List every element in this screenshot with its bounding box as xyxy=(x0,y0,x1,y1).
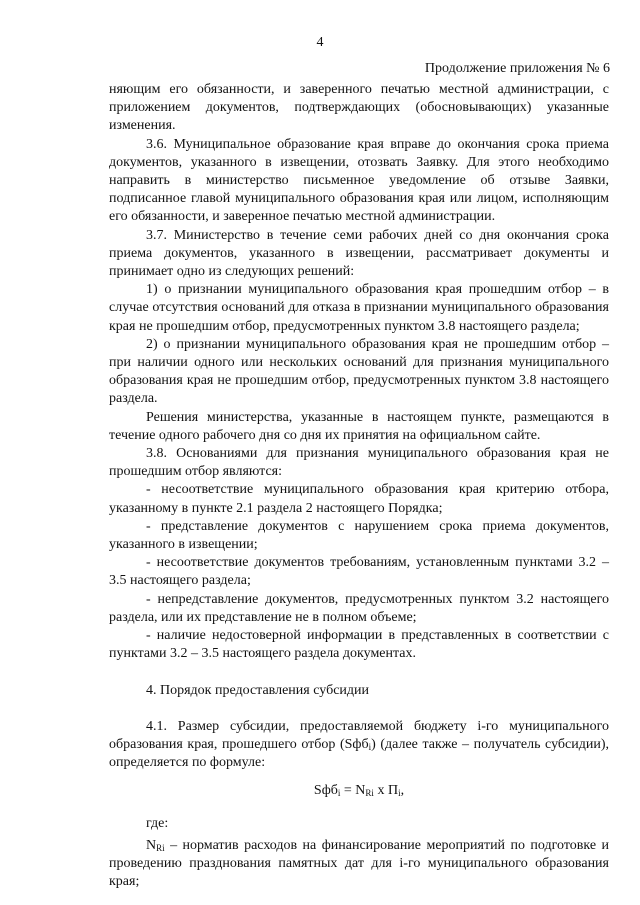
decision-item-1: 1) о признании муниципального образования края прошедшим отбор – в случае отсутствия оснований для отказа в признании муниципального образования края не прошедшим отбор, предусмотренных пунктом 3.8 настоящего раздела; xyxy=(109,282,609,334)
ground-item-5: - наличие недостоверной информации в представленных в соответствии с пунктами 3.2 – 3.5 настоящего раздела документах. xyxy=(109,628,609,662)
ground-item-4: - непредставление документов, предусмотренных пунктом 3.2 настоящего раздела, или их представление не в полном объеме; xyxy=(109,591,609,625)
ground-item-1: - несоответствие муниципального образования края критерию отбора, указанному в пункте 2.1 раздела 2 настоящего Порядка; xyxy=(109,482,609,516)
section-4-heading: 4. Порядок предоставления субсидии xyxy=(146,682,370,698)
formula-times: x П xyxy=(373,783,399,799)
where-label: где: xyxy=(146,815,169,831)
appendix-continuation-label: Продолжение приложения № 6 xyxy=(424,61,610,76)
paragraph-continued: няющим его обязанности, и заверенного печатью местной администрации, с приложением документов, подтверждающих (обосновывающих) указанные изменения. xyxy=(109,82,609,134)
decision-item-2: 2) о признании муниципального образования края не прошедшим отбор – при наличии одного или нескольких оснований для признания муниципального образования края не прошедшим отбор, предусмотренных пунктом 3.8 настоящего раздела. xyxy=(109,336,609,407)
document-body xyxy=(109,81,609,891)
paragraph-4-1 xyxy=(109,718,609,773)
paragraph-4-1-text-b: ) (далее также – получатель субсидии), определяется по формуле: xyxy=(109,736,609,771)
formula-p-subscript: i xyxy=(398,788,401,799)
paragraph-decisions-publication: Решения министерства, указанные в настоящем пункте, размещаются в течение одного рабочего дня со дня их принятия на официальном сайте. xyxy=(109,409,609,443)
formula-lhs-subscript: i xyxy=(337,788,341,799)
formula-eq: = N xyxy=(340,783,366,799)
page-number: 4 xyxy=(316,35,324,50)
subscript-i: i xyxy=(368,741,372,752)
definition-nri-subscript: Ri xyxy=(156,842,165,853)
paragraph-3-7: 3.7. Министерство в течение семи рабочих дней со дня окончания срока приема документов, указанного в извещении, рассматривает документы и принимает одно из следующих решений: xyxy=(109,227,609,280)
definition-nri xyxy=(109,837,609,892)
ground-item-2: - представление документов с нарушением срока приема документов, указанного в извещении; xyxy=(109,518,609,553)
formula-tail: , xyxy=(400,783,405,799)
ground-item-3: - несоответствие документов требованиям, установленным пунктами 3.2 – 3.5 настоящего раздела; xyxy=(109,555,609,589)
definition-nri-symbol: N xyxy=(146,837,157,853)
paragraph-4-1-text-a: 4.1. Размер субсидии, предоставляемой бюджету i-го муниципального образования края, прошедшего отбор (Sфб xyxy=(109,718,609,752)
formula-n-subscript: Ri xyxy=(365,788,374,799)
paragraph-3-6: 3.6. Муниципальное образование края вправе до окончания срока приема документов, указанного в извещении, отозвать Заявку. Для этого необходимо направить в министерство письменное уведомление об отзыве Заявки, подписанное главой муниципального образования края или лицом, исполняющим его обязанности, и заверенное печатью местной администрации. xyxy=(109,136,609,225)
subsidy-formula xyxy=(109,782,609,800)
paragraph-3-8: 3.8. Основаниями для признания муниципального образования края не прошедшим отбор являются: xyxy=(109,446,609,480)
formula-lhs: Sфб xyxy=(313,783,338,799)
definition-nri-text: – норматив расходов на финансирование мероприятий по подготовке и проведению празднования памятных дат для i-го муниципального образования края; xyxy=(109,837,609,890)
